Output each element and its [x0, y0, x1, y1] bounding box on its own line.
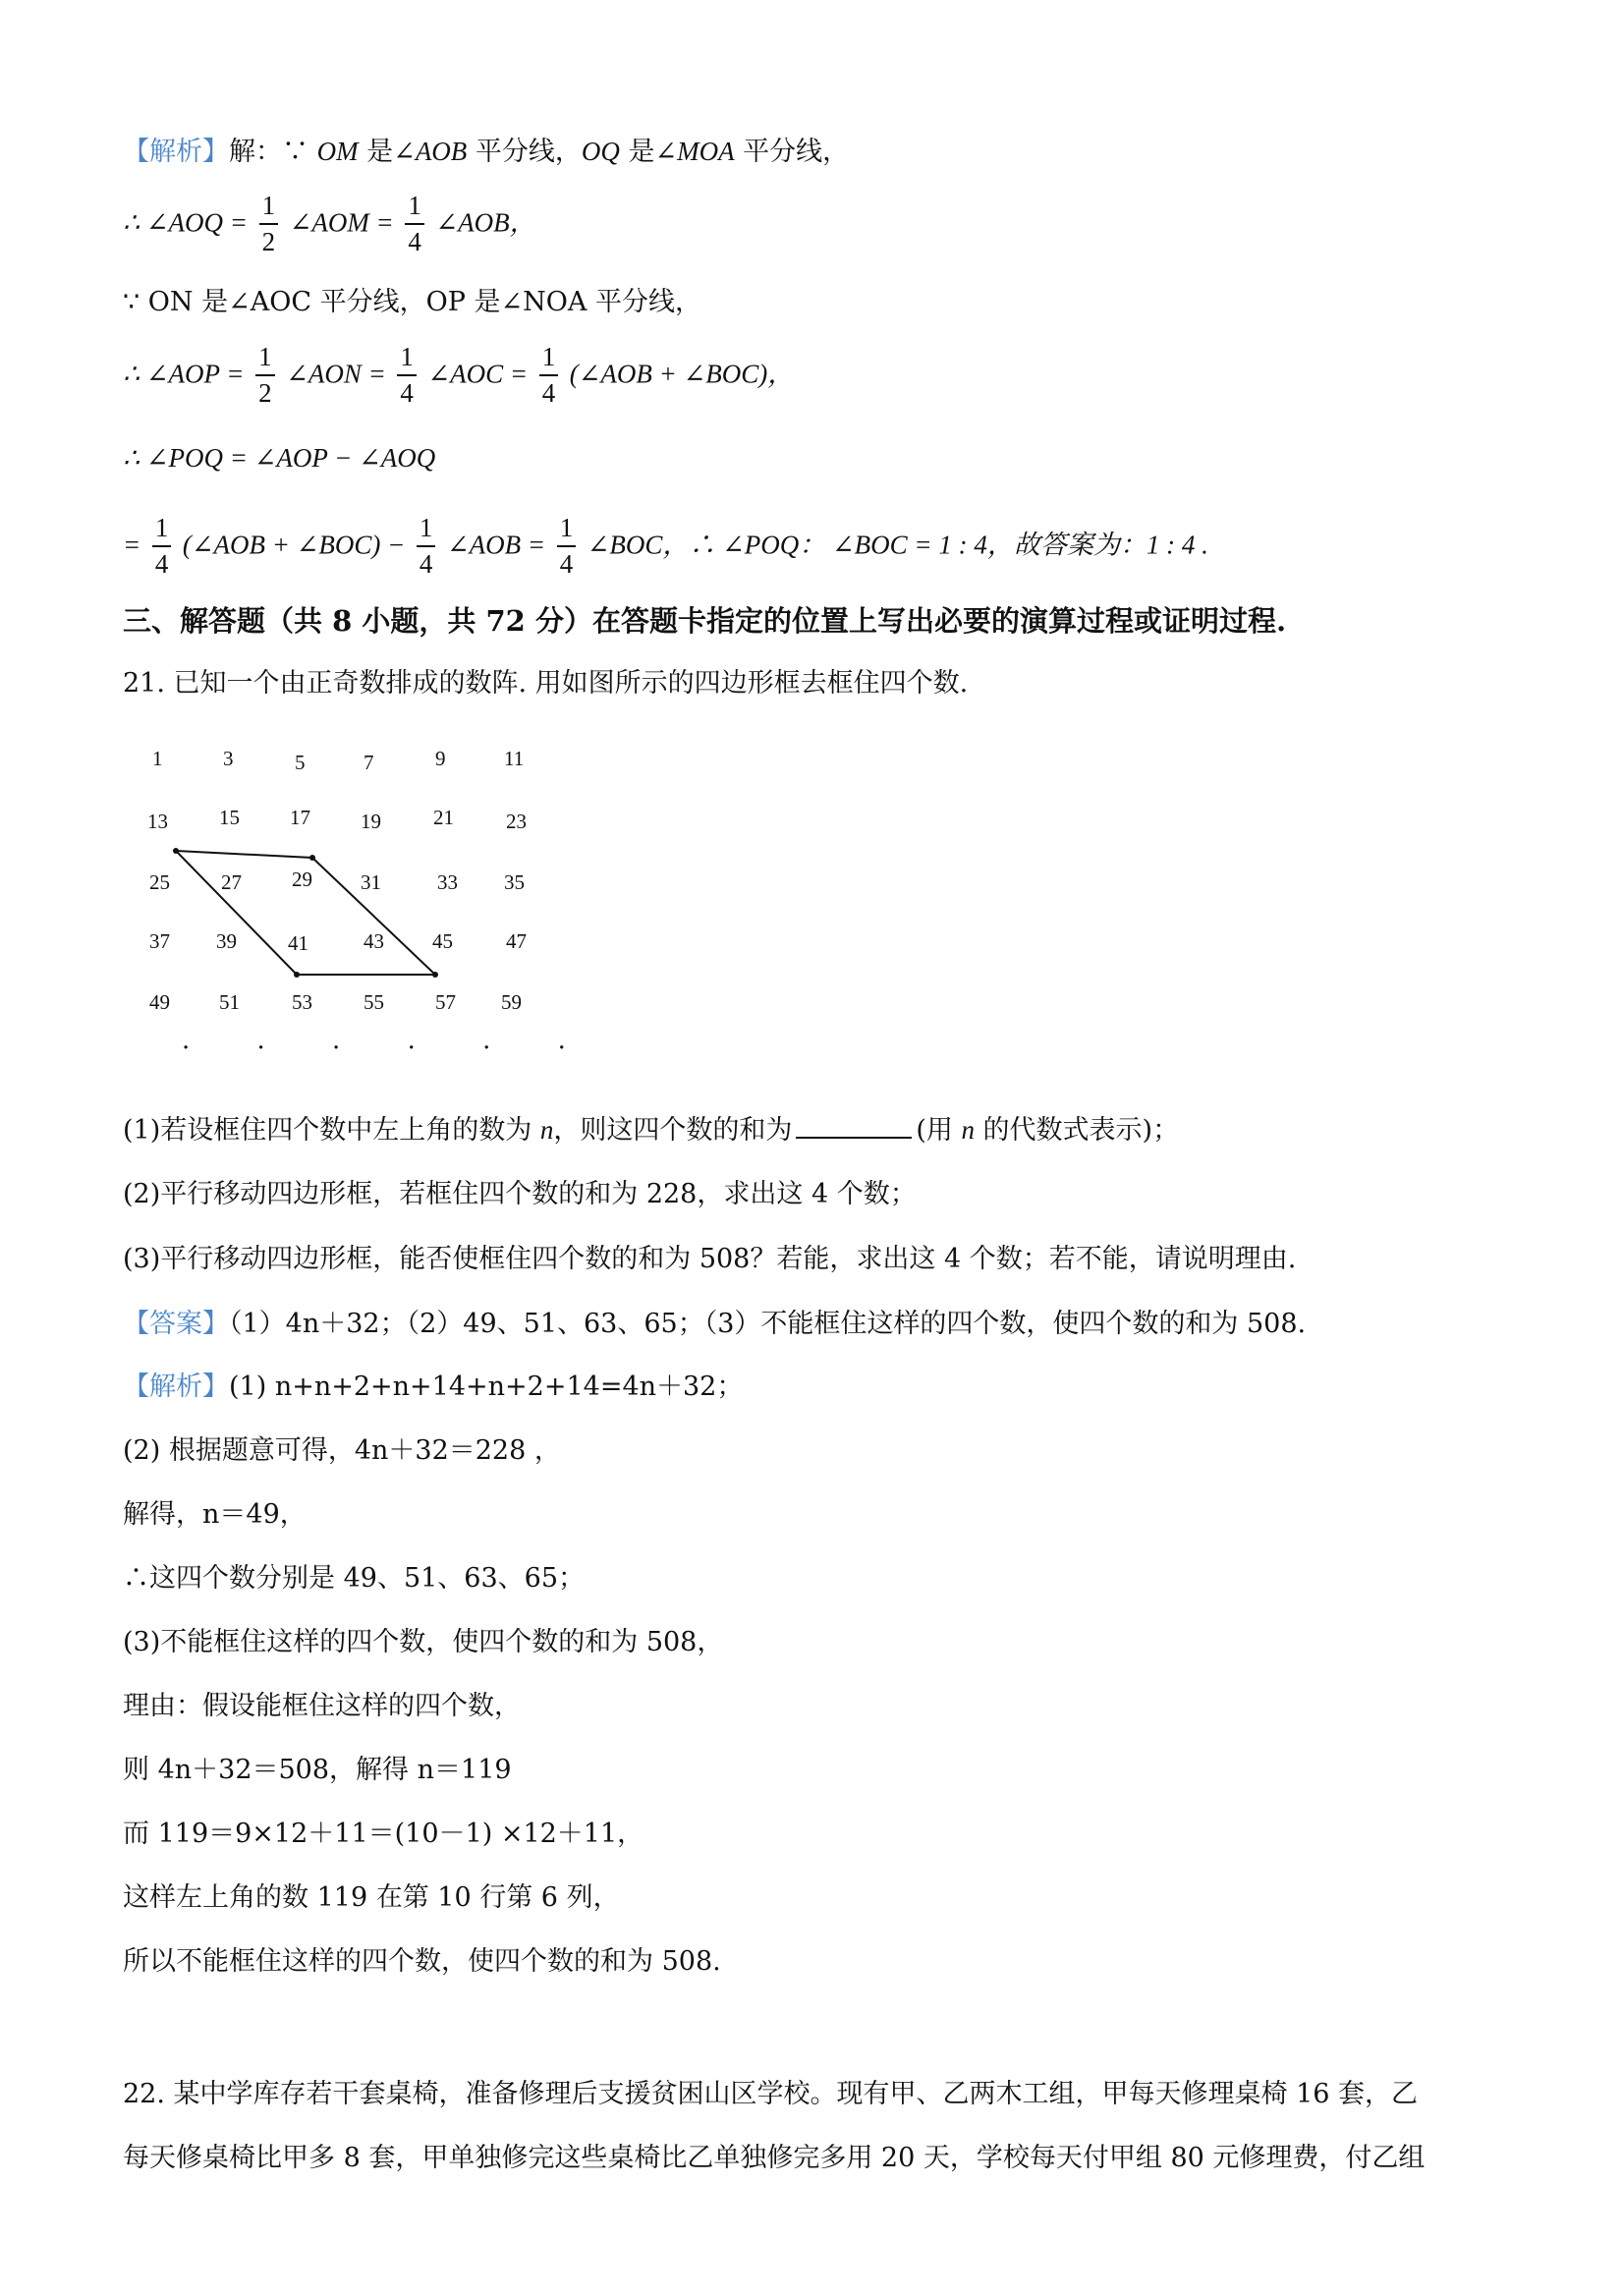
parallelogram-frame	[142, 727, 565, 1081]
question-21-part-3: (3)平行移动四边形框，能否使框住四个数的和为 508？若能，求出这 4 个数；若不能，请说明理由.	[123, 1244, 1297, 1274]
grid-cell: 59	[501, 990, 522, 1014]
grid-cell: 19	[361, 810, 381, 833]
grid-cell: 45	[432, 929, 453, 953]
question-22-line-2: 每天修桌椅比甲多 8 套，甲单独修完这些桌椅比乙单独修完多用 20 天，学校每天付甲组 80 元修理费，付乙组	[123, 2143, 1426, 2173]
analysis-21-line-8: 而 119＝9×12＋11＝(10－1) ×12＋11，	[123, 1819, 644, 1849]
analysis-21-line-1: 【解析】(1) n+n+2+n+14+n+2+14=4n＋32；	[123, 1372, 744, 1402]
question-21-part-2: (2)平行移动四边形框，若框住四个数的和为 228，求出这 4 个数；	[123, 1179, 917, 1209]
continuation-dots: · · · · · ·	[182, 1034, 595, 1063]
grid-cell: 53	[292, 990, 312, 1014]
grid-cell: 51	[219, 990, 240, 1014]
grid-cell: 15	[219, 806, 240, 829]
grid-cell: 7	[364, 751, 374, 774]
grid-cell: 41	[288, 931, 308, 955]
answer-blank	[796, 1113, 912, 1139]
fraction: $\frac{1}{2}$	[259, 193, 279, 255]
answer-line: 【答案】（1）4n＋32；（2）49、51、63、65；（3）不能框住这样的四个数，使四个数的和为 508.	[123, 1309, 1307, 1339]
analysis-line-2: ∴ ∠AOQ = $\frac{1}{2}$ ∠AOM = $\frac{1}{4}$ ∠AOB，	[123, 191, 536, 256]
analysis-line-5: ∴ ∠POQ = ∠AOP − ∠AOQ	[123, 443, 436, 473]
question-21-part-1: (1)若设框住四个数中左上角的数为 n，则这四个数的和为 (用 n 的代数式表示)；	[123, 1115, 1180, 1146]
grid-cell: 9	[435, 747, 446, 770]
section-heading: 三、解答题（共 8 小题，共 72 分）在答题卡指定的位置上写出必要的演算过程或证明过程.	[123, 604, 1287, 638]
analysis-line-6: = $\frac{1}{4}$ (∠AOB + ∠BOC) − $\frac{1}{4}$ ∠AOB = $\frac{1}{4}$ ∠BOC，∴ ∠POQ： ∠BOC = 1 : 4，故答案为：1 : 4 .	[123, 513, 1208, 579]
grid-cell: 31	[361, 870, 381, 894]
analysis-21-line-6: 理由：假设能框住这样的四个数，	[123, 1691, 521, 1721]
grid-cell: 11	[504, 747, 525, 770]
grid-cell: 39	[216, 929, 237, 953]
grid-cell: 1	[152, 747, 163, 770]
grid-cell: 17	[290, 806, 310, 829]
analysis-tag: 【解析】	[123, 1372, 229, 1402]
analysis-line-3: ∵ ON 是∠AOC 平分线，OP 是∠NOA 平分线，	[123, 287, 701, 317]
grid-cell: 47	[506, 929, 527, 953]
fraction: $\frac{1}{4}$	[397, 344, 417, 407]
grid-cell: 35	[504, 870, 525, 894]
fraction: $\frac{1}{4}$	[152, 515, 172, 578]
analysis-line-1: 【解析】解：∵ OM 是∠AOB 平分线，OQ 是∠MOA 平分线，	[123, 137, 850, 167]
grid-cell: 33	[437, 870, 458, 894]
answer-tag: 【答案】	[123, 1309, 229, 1339]
grid-cell: 25	[149, 870, 170, 894]
grid-cell: 23	[506, 810, 527, 833]
analysis-21-line-5: (3)不能框住这样的四个数，使四个数的和为 508，	[123, 1627, 724, 1657]
grid-cell: 57	[435, 990, 456, 1014]
fraction: $\frac{1}{4}$	[557, 515, 577, 578]
grid-cell: 29	[292, 868, 312, 891]
analysis-21-line-7: 则 4n＋32＝508，解得 n＝119	[123, 1755, 512, 1785]
fraction: $\frac{1}{2}$	[255, 344, 275, 407]
analysis-21-line-10: 所以不能框住这样的四个数，使四个数的和为 508.	[123, 1946, 721, 1977]
fraction: $\frac{1}{4}$	[417, 515, 436, 578]
analysis-21-line-9: 这样左上角的数 119 在第 10 行第 6 列，	[123, 1882, 620, 1913]
fraction: $\frac{1}{4}$	[539, 344, 559, 407]
grid-cell: 55	[364, 990, 384, 1014]
grid-cell: 5	[295, 751, 306, 774]
analysis-line-4: ∴ ∠AOP = $\frac{1}{2}$ ∠AON = $\frac{1}{4}$ ∠AOC = $\frac{1}{4}$ (∠AOB + ∠BOC)，	[123, 342, 795, 408]
grid-cell: 37	[149, 929, 170, 953]
odd-number-grid	[142, 727, 565, 1081]
analysis-21-line-3: 解得，n＝49，	[123, 1499, 307, 1530]
grid-cell: 27	[221, 870, 242, 894]
grid-cell: 21	[433, 806, 454, 829]
fraction: $\frac{1}{4}$	[405, 193, 424, 255]
grid-cell: 13	[147, 810, 168, 833]
question-22-line-1: 22. 某中学库存若干套桌椅，准备修理后支援贫困山区学校。现有甲、乙两木工组，甲每天修理桌椅 16 套，乙	[123, 2079, 1419, 2109]
analysis-tag: 【解析】	[123, 137, 229, 167]
grid-cell: 43	[364, 929, 384, 953]
grid-cell: 3	[223, 747, 234, 770]
analysis-21-line-2: (2) 根据题意可得，4n＋32＝228 ，	[123, 1435, 561, 1466]
analysis-21-line-4: ∴这四个数分别是 49、51、63、65；	[123, 1563, 586, 1594]
grid-cell: 49	[149, 990, 170, 1014]
question-21-stem: 21. 已知一个由正奇数排成的数阵. 用如图所示的四边形框去框住四个数.	[123, 668, 969, 699]
